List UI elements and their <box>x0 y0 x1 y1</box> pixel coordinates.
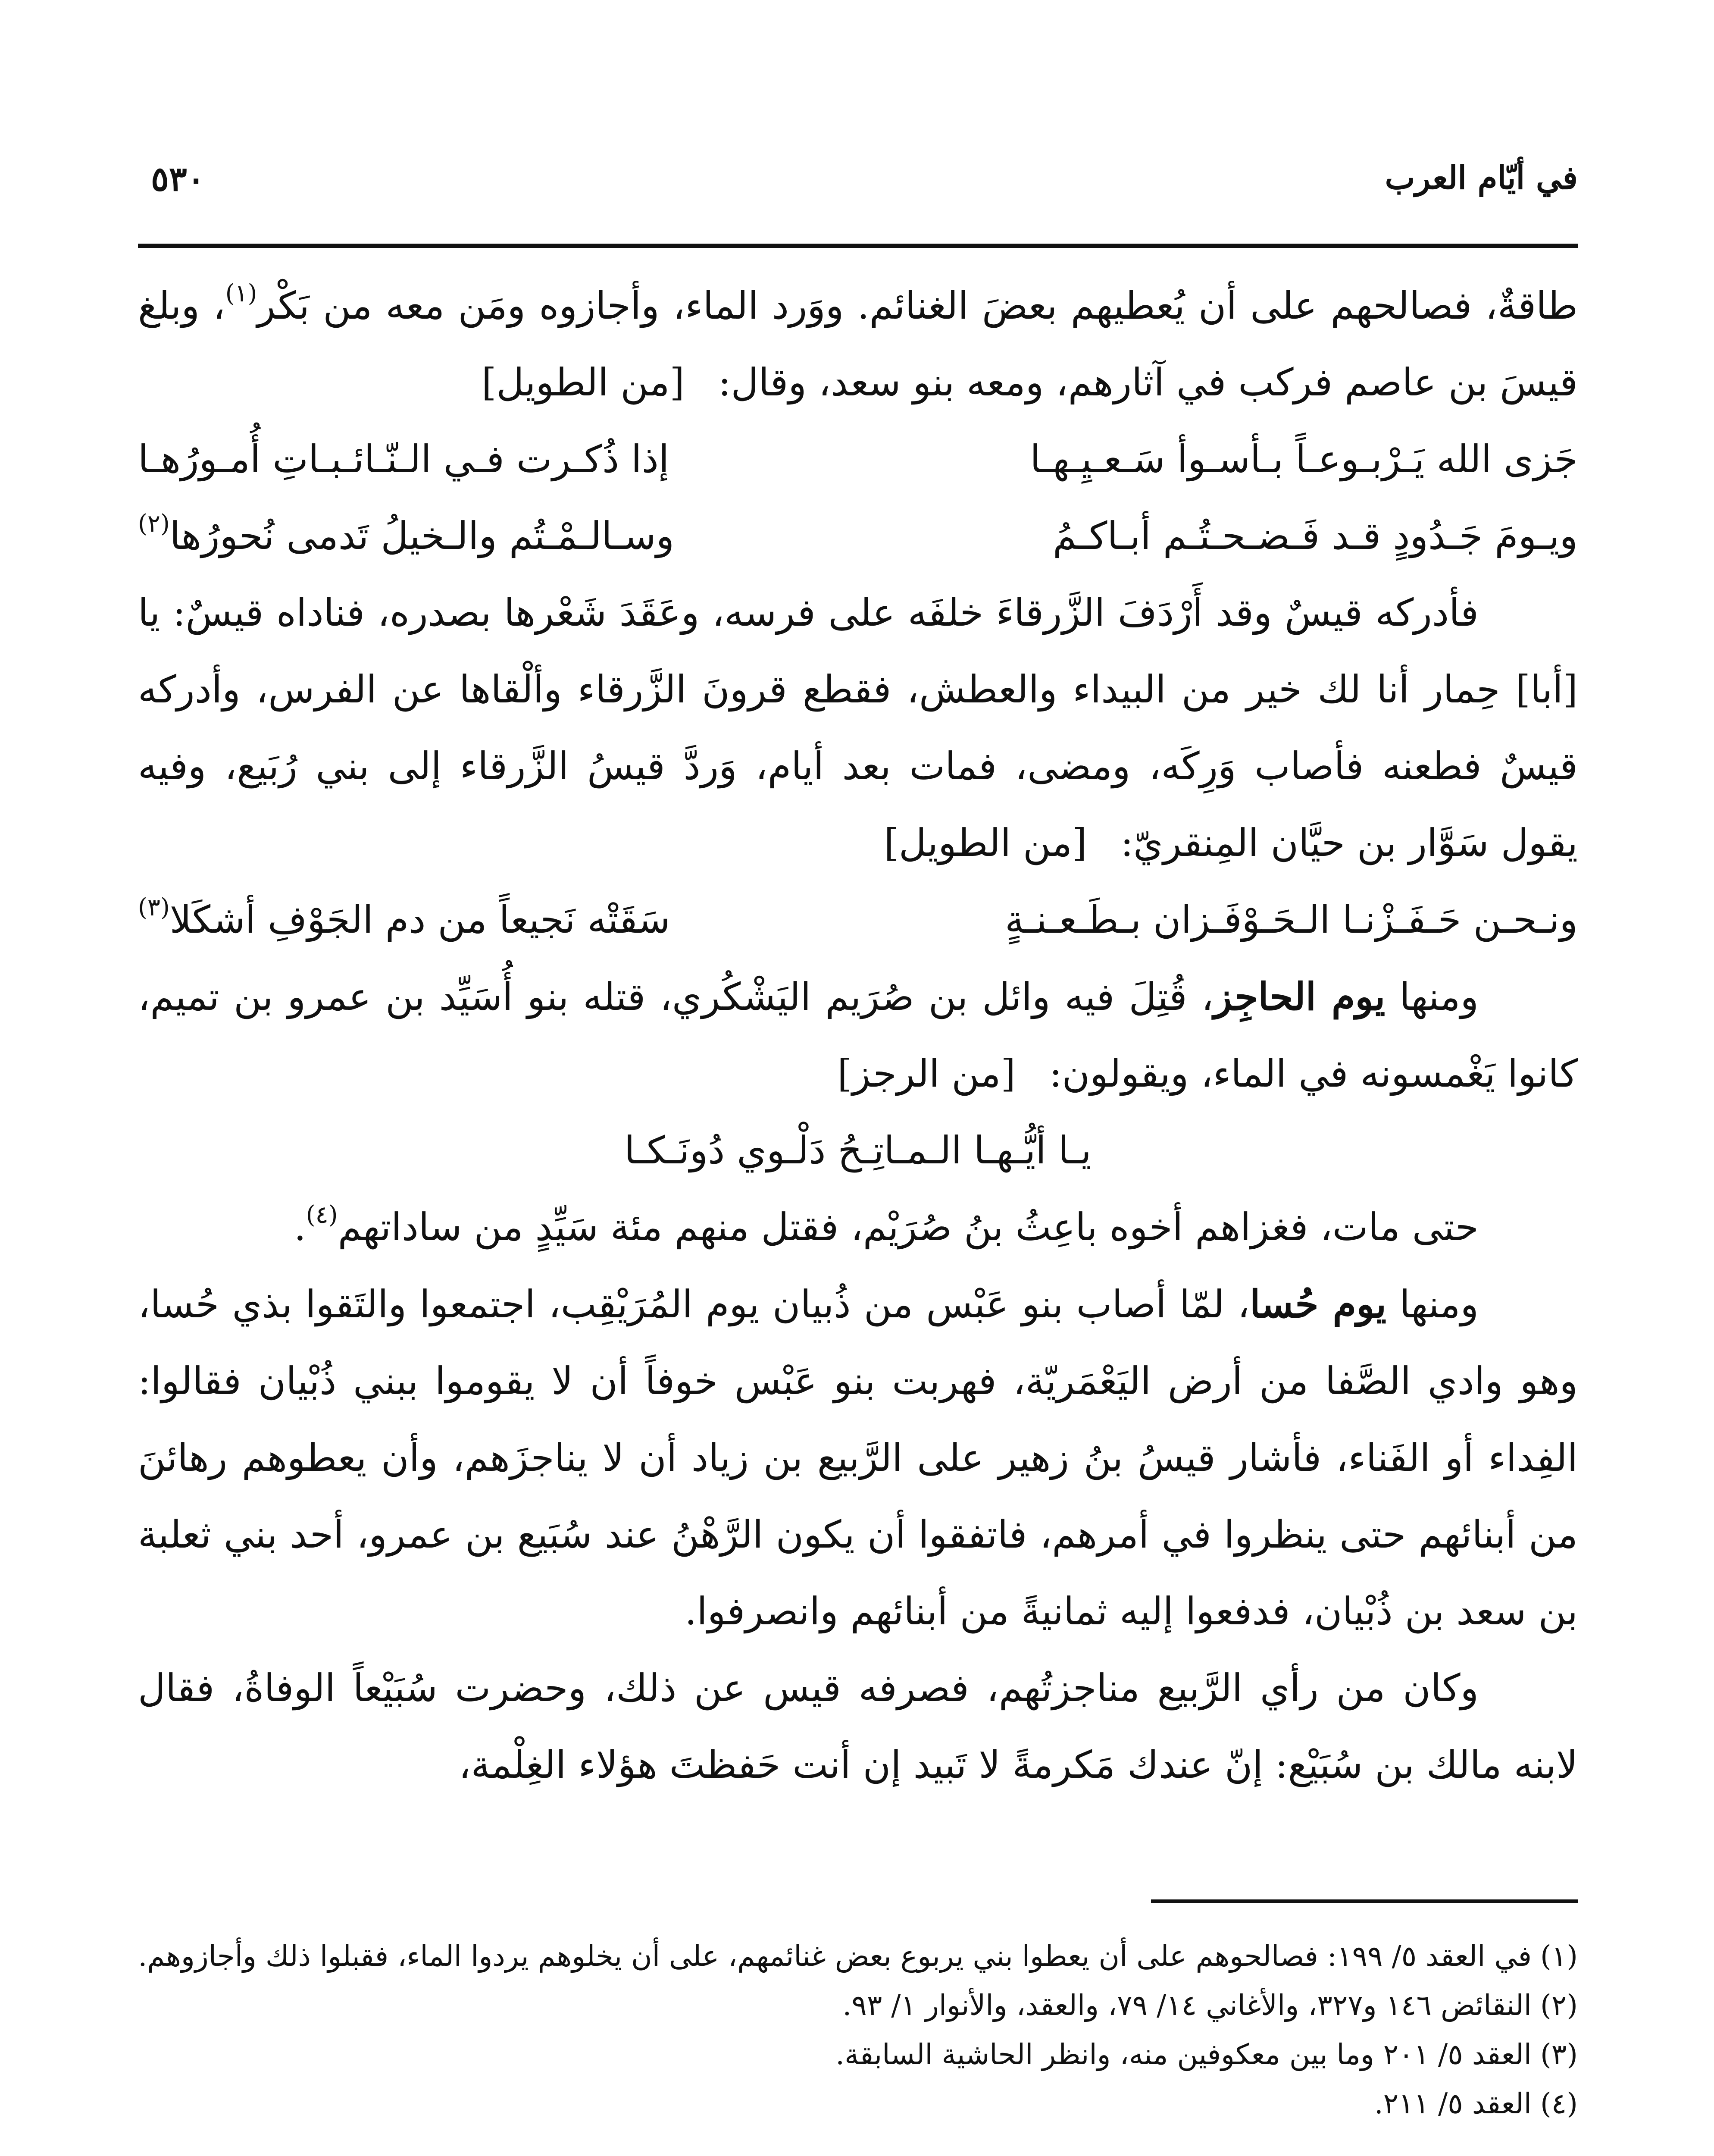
text-line: عمرو، أحد بني ثعلبة بن سعد بن ذُبْيان، فدفعوا إليه ثمانيةً من أبنائهم وانصرفوا. <box>138 1512 1578 1633</box>
paragraph-6 <box>138 1650 1578 1803</box>
paragraph-2 <box>138 574 1578 881</box>
footnotes <box>138 1932 1578 2128</box>
page-header <box>138 142 1578 203</box>
verse-first-hemistich: ونـحـن حَـفَـزْنـا الـحَـوْفَـزان بـطَـعـنـةٍ <box>1005 897 1578 942</box>
meter-label: [من الطويل] <box>482 360 685 404</box>
verse-first-hemistich: ويـومَ جَـدُودٍ قـد فَـضـحـتُـم أبـاكـمُ <box>1053 514 1578 558</box>
book-page <box>138 142 1578 2120</box>
meter-label: [من الطويل] <box>884 821 1087 865</box>
day-name: يوم حُسا <box>1249 1282 1387 1326</box>
text-line: بَكْر <box>257 283 310 328</box>
text-line: ، قُتِلَ فيه وائل بن صُرَيم اليَشْكُري، قتله بنو أُسَيِّد بن عمرو بن <box>234 975 1214 1019</box>
footnote-text: العقد ٥/ ٢٠١ وما بين معكوفين منه، وانظر الحاشية السابقة. <box>835 2038 1532 2071</box>
header-rule <box>138 244 1578 248</box>
running-title: في أيّام العرب <box>1385 160 1578 197</box>
meter-label: [من الرجز] <box>837 1051 1016 1096</box>
text-line: فقالوا: الفِداء أو الفَناء، فأشار قيسُ بنُ زهير على الرَّبيع بن زياد أن لا يناجزَهم، وأن <box>138 1359 1578 1480</box>
footnote <box>138 1932 1578 1981</box>
footnote-text: النقائض ١٤٦ و٣٢٧، والأغاني ١٤/ ٧٩، والعقد، والأنوار ١/ ٩٣. <box>842 1989 1532 2022</box>
verse-second-hemistich <box>138 881 670 958</box>
footnote <box>138 2079 1578 2128</box>
paragraph-5 <box>138 1266 1578 1650</box>
footnote <box>138 2030 1578 2079</box>
day-name: يوم الحاجِز <box>1214 974 1386 1019</box>
page-number: ٥٣٠ <box>151 160 205 199</box>
text-line: ومنها <box>1385 975 1479 1019</box>
text-line: ، لمّا أصاب بنو عَبْس من ذُبيان يوم المُرَيْقِب، اجتمعوا والتَقوا بذي <box>232 1282 1250 1326</box>
text-line: يعطوهم رهائنَ من أبنائهم حتى ينظروا في أمرهم، فاتفقوا أن يكون الرَّهْنُ عند سُبَيع بن <box>138 1435 1578 1557</box>
main-text <box>138 267 1578 1803</box>
paragraph-4 <box>138 1189 1578 1266</box>
footnote-number: (٣) <box>1540 2038 1578 2071</box>
verse-second-hemistich <box>138 498 674 574</box>
text-line: فأدركه قيسٌ وقد أَرْدَفَ الزَّرقاءَ خلفَه على فرسه، وعَقَدَ شَعْرها بصدره، فناداه <box>276 590 1479 635</box>
text-line: قيسٌ: يا [أبا] حِمار أنا لك خير من البيداء والعطش، فقطع قرونَ الزَّرقاء وألْقاها عن <box>138 590 1578 711</box>
footnote-ref: (١) <box>225 279 257 307</box>
footnote-separator <box>1151 1899 1578 1903</box>
text-line: حتى مات، فغزاهم أخوه باعِثُ بنُ صُرَيْم، فقتل منهم مئة سَيِّدٍ من ساداتهم <box>338 1205 1479 1249</box>
text-line: تميم، كانوا يَغْمسونه في الماء، ويقولون: <box>138 975 1578 1096</box>
footnote-number: (٢) <box>1540 1989 1578 2022</box>
footnote-number: (٤) <box>1540 2087 1578 2120</box>
text-line: الفرس، وأدركه قيسٌ فطعنه فأصاب وَرِكَه، ومضى، فمات بعد أيام، وَردَّ قيسُ الزَّرقاء <box>138 667 1578 788</box>
verse-text: وسـالـمْـتُم والـخيلُ تَدمى نُحورُها <box>169 514 675 558</box>
footnote-ref: (٣) <box>138 893 170 921</box>
text-line: فقال لابنه مالك بن سُبَيْع: إنّ عندك مَكرمةً لا تَبيد إن أنت حَفظتَ هؤلاء الغِلْمة، <box>138 1666 1578 1787</box>
footnote-number: (١) <box>1540 1940 1578 1973</box>
footnote-text: في العقد ٥/ ١٩٩: فصالحوهم على أن يعطوا بني يربوع بعض غنائمهم، على أن يخلوهم يردوا الماء، فقبلوا ذلك وأجازوهم. <box>138 1940 1532 1973</box>
text-line: إلى بني رُبَيع، وفيه يقول سَوَّار بن حيَّان المِنقريّ: <box>138 744 1578 865</box>
verse-second-hemistich: إذا ذُكـرت فـي الـنّـائـبـاتِ أُمـورُهـا <box>138 437 669 481</box>
footnote-ref: (٤) <box>306 1201 338 1229</box>
footnote <box>138 1981 1578 2030</box>
text-line: ومنها <box>1386 1282 1479 1326</box>
footnote-text: العقد ٥/ ٢١١. <box>1374 2087 1532 2120</box>
text-line: ، وبلغ قيسَ بن عاصم فركب في آثارهم، ومعه بنو سعد، وقال: <box>138 283 1578 404</box>
verse-line <box>138 498 1578 574</box>
text-line: حُسا، وهو وادي الصَّفا من أرض اليَعْمَريّة، فهربت بنو عَبْس خوفاً أن لا يقوموا ببني ذُبْيان <box>138 1282 1578 1403</box>
text-line: وكان من رأي الرَّبيع مناجزتُهم، فصرفه قيس عن ذلك، وحضرت سُبَيْعاً الوفاةُ، <box>232 1666 1479 1710</box>
verse-rajaz: يـا أيُّـهـا الـمـاتِـحُ دَلْـوي دُونَـكـا <box>624 1128 1092 1172</box>
text-line: . <box>294 1205 306 1249</box>
verse-line <box>138 881 1578 958</box>
paragraph-3 <box>138 958 1578 1112</box>
verse-text: سَقَتْه نَجيعاً من دم الجَوْفِ أشكَلا <box>169 897 670 942</box>
paragraph-1 <box>138 267 1578 421</box>
footnote-ref: (٢) <box>138 510 170 538</box>
text-line: طاقةٌ، فصالحهم على أن يُعطيهم بعضَ الغنائم. ووَرد الماء، وأجازوه ومَن معه من <box>323 283 1578 328</box>
verse-first-hemistich: جَزى الله يَـرْبـوعـاً بـأسـوأ سَـعـيِـهـا <box>1030 437 1578 481</box>
verse-line <box>138 421 1578 498</box>
